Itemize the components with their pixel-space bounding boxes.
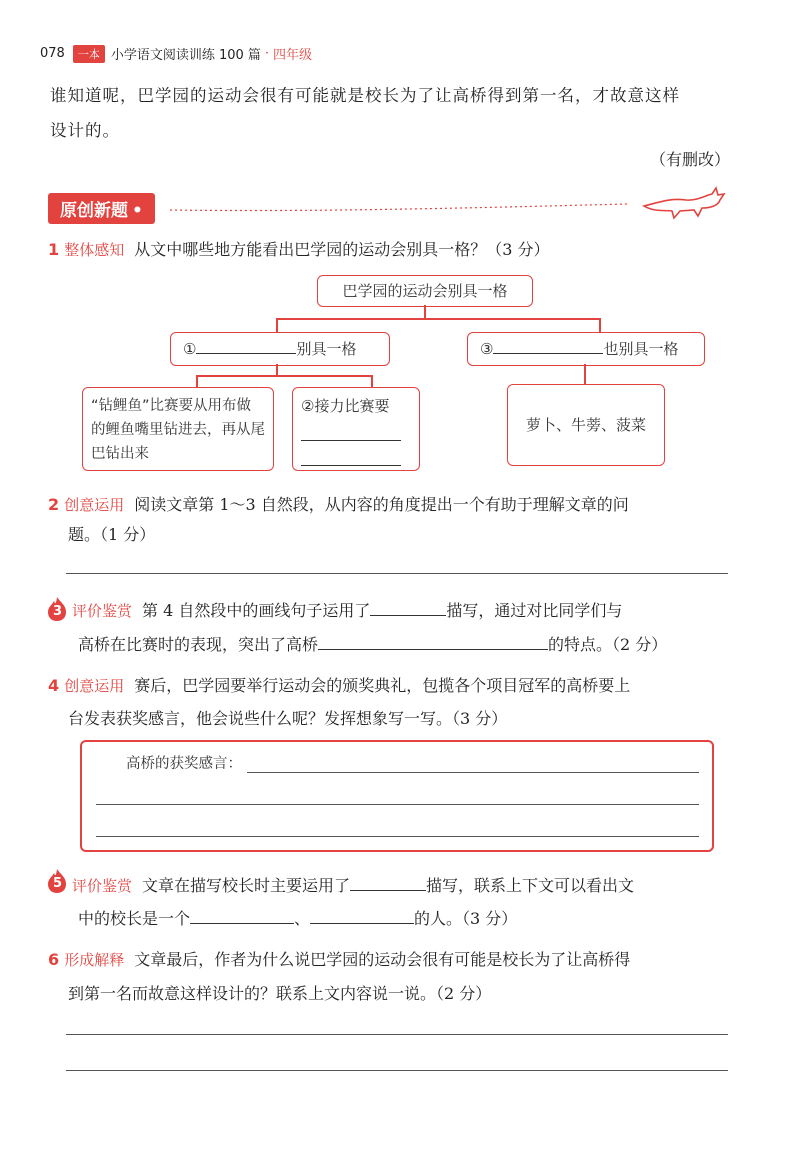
question-6: 6 形成解释 文章最后，作者为什么说巴学园的运动会很有可能是校长为了让高桥得 [48,950,631,969]
diagram-leaf-3: 萝卜、牛蒡、菠菜 [507,384,665,466]
title-separator: · [264,46,270,61]
answer-line[interactable] [66,1070,728,1071]
connector [424,305,426,319]
question-type: 创意运用 [64,677,125,695]
question-3: 评价鉴赏 第 4 自然段中的画线句子运用了 描写，通过对比同学们与 [72,594,622,628]
question-text: 台发表获奖感言，他会说些什么呢？发挥想象写一写。（3 分） [68,709,508,728]
diagram-root-box: 巴学园的运动会别具一格 [317,275,533,307]
section-bullet: • [132,201,143,221]
brand-logo: 一本 [73,45,105,63]
question-2: 2 创意运用 阅读文章第 1～3 自然段，从内容的角度提出一个有助于理解文章的问 [48,495,629,514]
question-number: 2 [48,495,60,514]
page-header [40,44,312,63]
connector [276,318,278,332]
diagram-branch-1: ① 别具一格 [170,332,390,366]
question-text: 从文中哪些地方能看出巴学园的运动会别具一格？（3 分） [134,240,550,259]
question-4: 4 创意运用 赛后，巴学园要举行运动会的颁奖典礼，包揽各个项目冠军的高桥要上 [48,676,631,695]
diagram-leaf-2: ②接力比赛要 [292,387,420,471]
answer-blank[interactable] [301,422,401,441]
question-5: 评价鉴赏 文章在描写校长时主要运用了 描写，联系上下文可以看出文 [72,869,634,903]
answer-blank[interactable] [350,872,426,891]
answer-line[interactable] [66,1034,728,1035]
diagram-branch-3: ③ 也别具一格 [467,332,705,366]
answer-line[interactable] [96,836,699,837]
cat-icon [640,184,730,224]
answer-line[interactable] [96,804,699,805]
connector [196,375,372,377]
section-tag [48,193,155,224]
connector [599,318,601,332]
book-title: 小学语文阅读训练 100 篇 [110,48,261,63]
answer-blank[interactable] [318,631,548,650]
question-number: 3 [53,604,63,619]
answer-box [80,740,714,852]
question-text: 题。（1 分） [68,525,156,544]
question-text: 高桥在比赛时的表现，突出了高桥 的特点。（2 分） [78,628,667,662]
answer-blank[interactable] [493,335,603,354]
answer-line[interactable] [247,772,699,773]
connector [196,375,198,387]
answer-blank[interactable] [196,335,296,354]
passage-line: 设计的。 [50,121,120,140]
section-title: 原创新题 [60,201,128,221]
question-number: 4 [48,676,60,695]
grade-label: 四年级 [273,48,313,63]
connector [276,318,600,320]
question-number: 5 [53,876,63,891]
passage-line: 谁知道呢，巴学园的运动会很有可能就是校长为了让高桥得到第一名，才故意这样 [50,86,680,105]
question-type: 评价鉴赏 [72,877,133,895]
source-note: （有删改） [649,150,730,169]
box-label: 高桥的获奖感言： [126,756,242,772]
answer-blank[interactable] [370,597,446,616]
answer-blank[interactable] [310,905,414,924]
connector [371,375,373,387]
connector [584,364,586,384]
answer-blank[interactable] [301,447,401,466]
question-type: 创意运用 [64,496,125,514]
diagram-leaf-1: “钻鲤鱼”比赛要从用布做的鲤鱼嘴里钻进去，再从尾巴钻出来 [82,387,274,471]
answer-blank[interactable] [190,905,294,924]
question-1 [48,233,550,267]
question-text: 中的校长是一个 、 的人。（3 分） [78,902,517,936]
question-number: 6 [48,950,60,969]
page-number: 078 [40,46,65,61]
question-type: 形成解释 [64,951,125,969]
question-type: 整体感知 [64,241,125,259]
question-type: 评价鉴赏 [72,602,133,620]
question-number: 1 [48,240,60,259]
answer-line[interactable] [66,573,728,574]
question-text: 到第一名而故意这样设计的？联系上文内容说一说。（2 分） [68,984,492,1003]
